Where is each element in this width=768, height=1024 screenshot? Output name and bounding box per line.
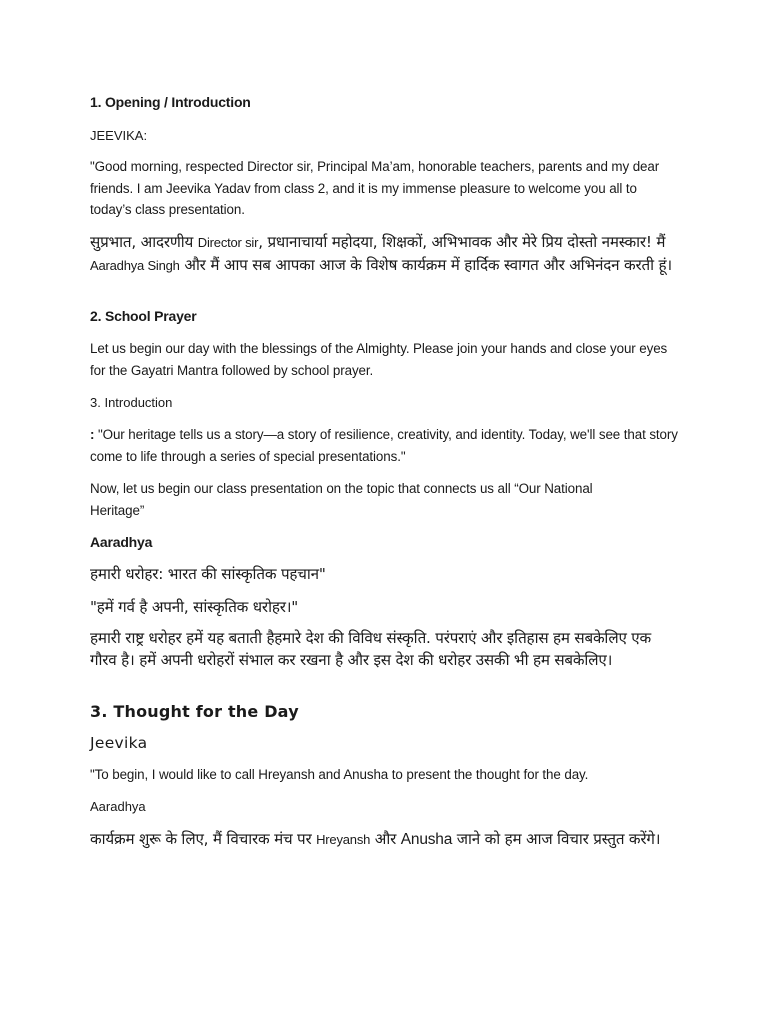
heritage-intro-paragraph bbox=[90, 424, 680, 467]
thought-intro-english: "To begin, I would like to call Hreyansh and Anusha to present the thought for the day. bbox=[90, 767, 589, 782]
hindi-text: कार्यक्रम शुरू के लिए, मैं विचारक मंच पर bbox=[90, 830, 317, 848]
section-heading-introduction: 3. Introduction bbox=[90, 395, 173, 410]
welcome-paragraph-hindi bbox=[90, 231, 680, 277]
heritage-intro-text: "Our heritage tells us a story—a story of resilience, creativity, and identity. Today, we'll see that story come to life through a series of special presentations." bbox=[90, 427, 678, 464]
thought-intro-hindi bbox=[90, 828, 680, 851]
hindi-heritage-paragraph: हमारी राष्ट्र धरोहर हमें यह बताती हैहमारे देश की विविध संस्कृति. परंपराएं और इतिहास हम सबकेलिए एक गौरव है। हमें अपनी धरोहरों संभाल कर रखना है और इस देश की धरोहर उसकी भी हम सबकेलिए। bbox=[90, 629, 651, 669]
section-heading-opening: 1. Opening / Introduction bbox=[90, 94, 251, 110]
hindi-text: , प्रधानाचार्या महोदया, शिक्षकों, अभिभावक और मेरे प्रिय दोस्तो नमस्कार! मैं bbox=[258, 233, 666, 251]
hindi-text: सुप्रभात, आदरणीय bbox=[90, 233, 198, 251]
speaker-label-aaradhya-2: Aaradhya bbox=[90, 799, 146, 814]
speaker-heading-aaradhya: Aaradhya bbox=[90, 534, 153, 550]
latin-inline-text: Hreyansh bbox=[316, 832, 371, 847]
latin-inline-text: Director sir bbox=[197, 235, 259, 250]
speaker-label-jeevika: JEEVIKA: bbox=[90, 128, 148, 143]
speaker-label-jeevika-2: Jeevika bbox=[90, 734, 148, 752]
school-prayer-paragraph: Let us begin our day with the blessings of the Almighty. Please join your hands and close your eyes for the Gayatri Mantra followed by school prayer. bbox=[90, 341, 668, 378]
latin-inline-text: Aaradhya Singh bbox=[90, 258, 180, 273]
section-heading-school-prayer: 2. School Prayer bbox=[90, 308, 197, 324]
hindi-text: जाने को हम आज विचार प्रस्तुत करेंगे। bbox=[452, 830, 661, 848]
hindi-text: और मैं आप सब आपका आज के विशेष कार्यक्रम में हार्दिक स्वागत और अभिनंदन करती हूं। bbox=[179, 256, 672, 274]
hindi-quote-heritage: हमारी धरोहर: भारत की सांस्कृतिक पहचान" bbox=[90, 565, 326, 583]
topic-announcement-paragraph: Now, let us begin our class presentation on the topic that connects us all “Our National Heritage” bbox=[90, 481, 593, 518]
latin-inline-text: Anusha bbox=[400, 831, 453, 848]
section-heading-thought-for-the-day: 3. Thought for the Day bbox=[90, 702, 299, 721]
hindi-text: और bbox=[370, 830, 401, 848]
colon-mark: : bbox=[90, 427, 95, 442]
hindi-quote-pride: "हमें गर्व है अपनी, सांस्कृतिक धरोहर।" bbox=[90, 598, 299, 616]
welcome-paragraph-english: "Good morning, respected Director sir, Principal Ma’am, honorable teachers, parents and my dear friends. I am Jeevika Yadav from class 2, and it is my immense pleasure to welcome you all to today’s class presentation. bbox=[90, 159, 660, 217]
